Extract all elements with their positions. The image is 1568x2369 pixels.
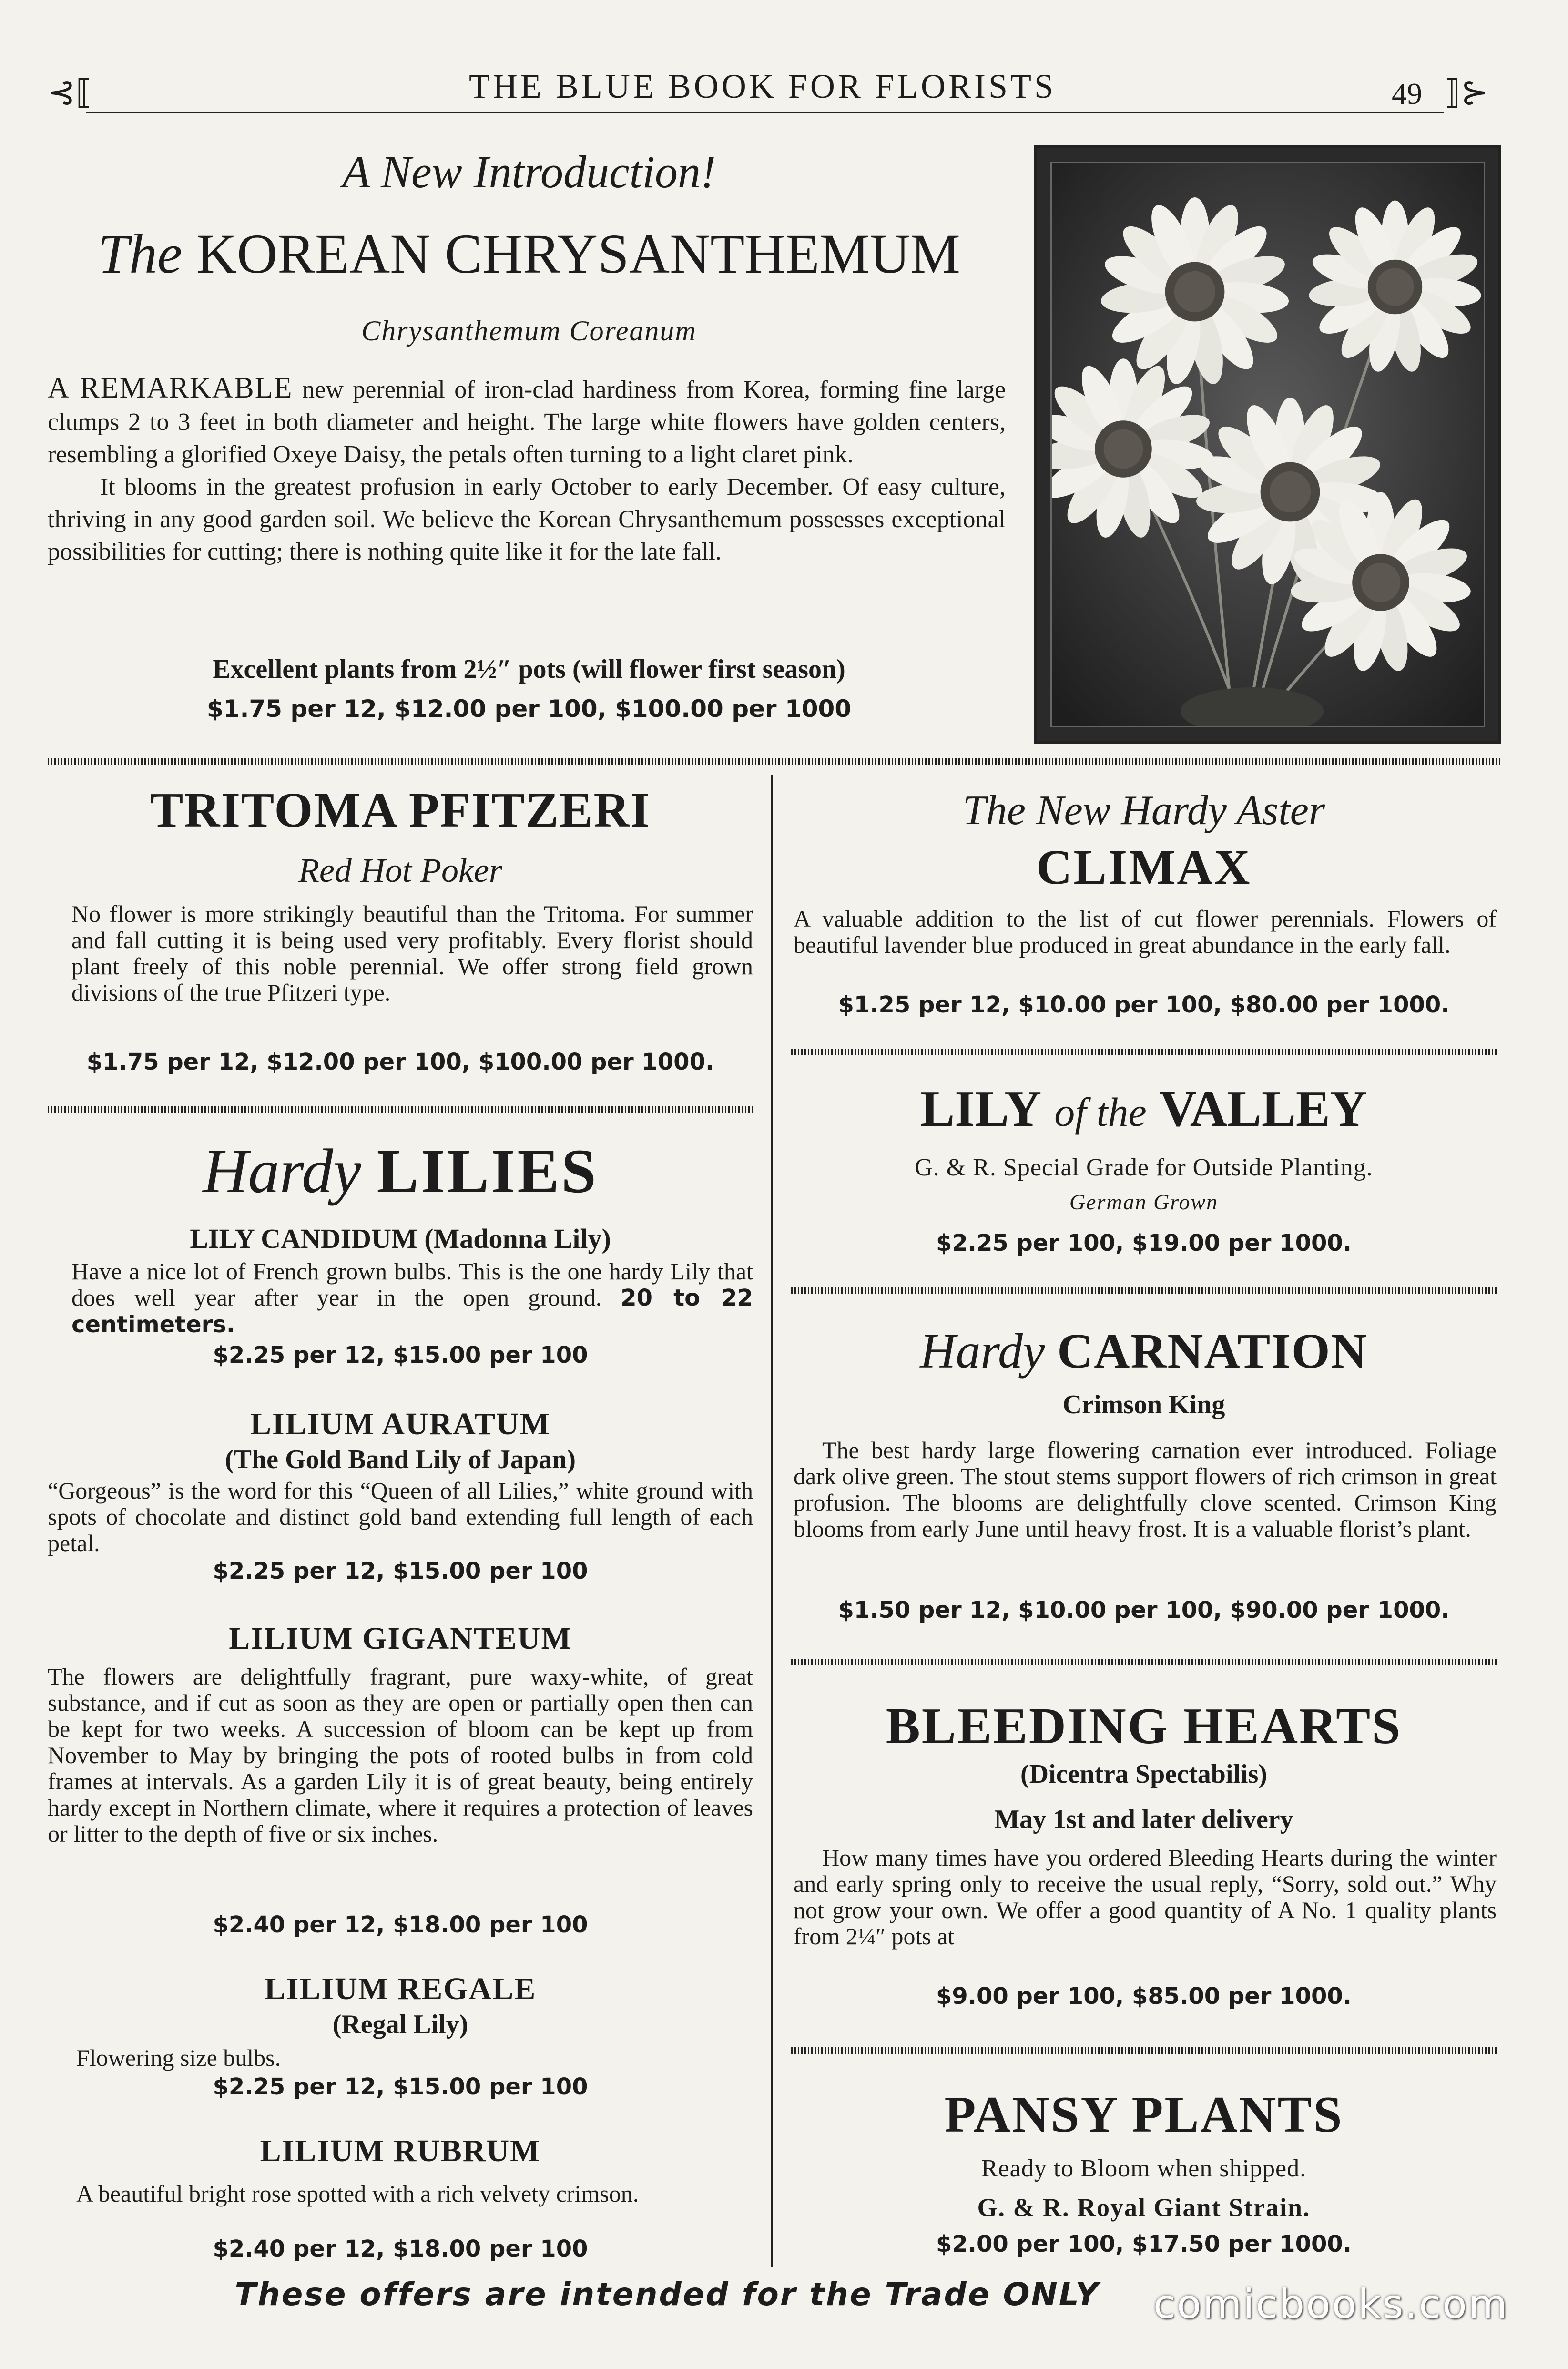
valley-line2: German Grown [1069,1190,1219,1214]
lilium-auratum-name: LILIUM AURATUM [250,1407,550,1441]
lily-candidum-body [71,1258,753,1338]
pansy-price: $2.00 per 100, $17.50 per 1000. [936,2231,1352,2257]
valley-price: $2.25 per 100, $19.00 per 1000. [936,1230,1352,1256]
pansy-line2: G. & R. Royal Giant Strain. [977,2193,1311,2222]
valley-title-b: VALLEY [1159,1081,1367,1137]
tritoma-subtitle: Red Hot Poker [298,851,502,889]
korean-para1: new perennial of iron-clad hardiness from Korea, forming fine large clumps 2 to 3 feet in both diameter and height. The large white flowers have golden centers, resembling a glorified Oxeye Daisy, the petals often turning to a light claret pink. [48,376,1006,468]
lilium-regale-price: $2.25 per 12, $15.00 per 100 [213,2073,588,2100]
tritoma-body: No flower is more strikingly beautiful than the Tritoma. For summer and fall cutting it is being used very profitably. Every florist should plant freely of this noble perennial. We offer strong field grown divisions of the true Pfitzeri type. [71,900,753,1006]
pansy-line1: Ready to Bloom when shipped. [981,2155,1307,2182]
daisy-illustration [1052,163,1485,727]
carnation-title [791,1323,1497,1379]
divider-aster [791,1049,1497,1055]
lilium-auratum-sub: (The Gold Band Lily of Japan) [225,1445,576,1474]
header-rule [86,112,1444,113]
bleeding-title: BLEEDING HEARTS [886,1698,1402,1755]
aster-body: A valuable addition to the list of cut flower perennials. Flowers of beautiful lavender blue produced in great abundance in the early fall. [794,905,1497,958]
divider-carnation [791,1659,1497,1665]
carnation-title-main: CARNATION [1057,1324,1368,1379]
lilium-regale-body: Flowering size bulbs. [76,2044,281,2071]
lilium-giganteum-price: $2.40 per 12, $18.00 per 100 [213,1911,588,1938]
lily-candidum-size: 20 to 22 centimeters. [71,1285,753,1338]
korean-title-the: The [98,223,183,285]
aster-title: CLIMAX [1036,840,1252,895]
valley-title-of: of the [1054,1089,1147,1135]
lilium-auratum-body: “Gorgeous” is the word for this “Queen of all Lilies,” white ground with spots of chocolate and distinct gold band extending full length of each petal. [48,1477,753,1556]
valley-line1: G. & R. Special Grade for Outside Planting. [915,1154,1373,1181]
divider-bleeding [791,2047,1497,2054]
page-number: 49 [1392,77,1422,111]
divider-top [48,758,1501,765]
trade-notice: These offers are intended for the Trade ONLY [234,2276,1100,2313]
korean-lead-caps: A REMARKABLE [48,372,293,404]
bleeding-subtitle: (Dicentra Spectabilis) [1020,1759,1267,1789]
bleeding-price: $9.00 per 100, $85.00 per 1000. [936,1983,1352,2010]
korean-title [48,222,1010,286]
lilium-giganteum-name: LILIUM GIGANTEUM [229,1621,572,1656]
running-head: THE BLUE BOOK FOR FLORISTS [468,67,1057,105]
daisy-photo [1034,145,1501,744]
lilies-title [48,1134,753,1207]
daisy-photo-frame [1050,162,1485,727]
lilium-regale-name: LILIUM REGALE [264,1971,537,2006]
korean-botanical: Chrysanthemum Coreanum [361,315,697,347]
aster-kicker: The New Hardy Aster [962,787,1325,834]
lilies-title-main: LILIES [377,1136,598,1206]
korean-offer: Excellent plants from 2½″ pots (will flower first season) [213,654,845,684]
korean-price: $1.75 per 12, $12.00 per 100, $100.00 per 1000 [206,695,852,723]
tritoma-price: $1.75 per 12, $12.00 per 100, $100.00 per 1000. [86,1049,714,1075]
lilium-rubrum-name: LILIUM RUBRUM [260,2134,541,2168]
lilium-giganteum-body: The flowers are delightfully fragrant, pure waxy-white, of great substance, and if cut as soon as they are open or partially open then can be kept for two weeks. A succession of bloom can be kept up from November to May by bringing the pots of rooted bulbs in from cold frames at intervals. As a garden Lily it is of great beauty, being entirely hardy except in Northern climate, where it requires a protection of leaves or litter to the depth of five or six inches. [48,1663,753,1847]
lilies-title-hardy: Hardy [203,1136,361,1206]
column-divider [771,775,773,2267]
divider-tritoma [48,1106,753,1113]
lilium-regale-sub: (Regal Lily) [332,2010,468,2039]
lily-candidum-text: Have a nice lot of French grown bulbs. This is the one hardy Lily that does well year after year in the open ground. [71,1258,753,1311]
header-right-ornament: ⟧⊱ [1444,74,1489,111]
lilium-auratum-price: $2.25 per 12, $15.00 per 100 [213,1558,588,1584]
bleeding-body: How many times have you ordered Bleeding Hearts during the winter and early spring only to receive the usual reply, “Sorry, sold out.” Why not grow your own. We offer a good quantity of A No. 1 quality plants from 2¼″ pots at [794,1844,1497,1950]
watermark: comicbooks.com [1153,2281,1509,2328]
divider-valley [791,1287,1497,1294]
korean-title-main: KOREAN CHRYSANTHEMUM [196,223,960,285]
valley-title-a: LILY [920,1081,1042,1137]
aster-price: $1.25 per 12, $10.00 per 100, $80.00 per 1000. [838,991,1450,1018]
lilium-rubrum-body: A beautiful bright rose spotted with a rich velvety crimson. [76,2180,639,2207]
pansy-title: PANSY PLANTS [944,2086,1344,2143]
carnation-subtitle: Crimson King [1062,1390,1225,1419]
bleeding-delivery: May 1st and later delivery [994,1805,1293,1834]
tritoma-title: TRITOMA PFITZERI [150,783,651,837]
lily-candidum-name: LILY CANDIDUM (Madonna Lily) [190,1223,611,1254]
korean-para2: It blooms in the greatest profusion in early October to early December. Of easy culture, thriving in any good garden soil. We believe the Korean Chrysanthemum possesses exceptional possibilities for cutting; there is nothing quite like it for the late fall. [48,473,1006,565]
header-left-ornament: ⊰⟦ [48,74,92,111]
korean-body [48,372,1006,568]
carnation-price: $1.50 per 12, $10.00 per 100, $90.00 per 1000. [838,1597,1450,1624]
lily-candidum-price: $2.25 per 12, $15.00 per 100 [213,1342,588,1368]
valley-title [791,1080,1497,1139]
lilium-rubrum-price: $2.40 per 12, $18.00 per 100 [213,2236,588,2262]
korean-kicker: A New Introduction! [342,146,716,197]
carnation-body: The best hardy large flowering carnation ever introduced. Foliage dark olive green. The stout stems support flowers of rich crimson in great profusion. The blooms are delightfully clove scented. Crimson King blooms from early June until heavy frost. It is a valuable florist’s plant. [794,1437,1497,1542]
carnation-title-hardy: Hardy [920,1324,1045,1379]
